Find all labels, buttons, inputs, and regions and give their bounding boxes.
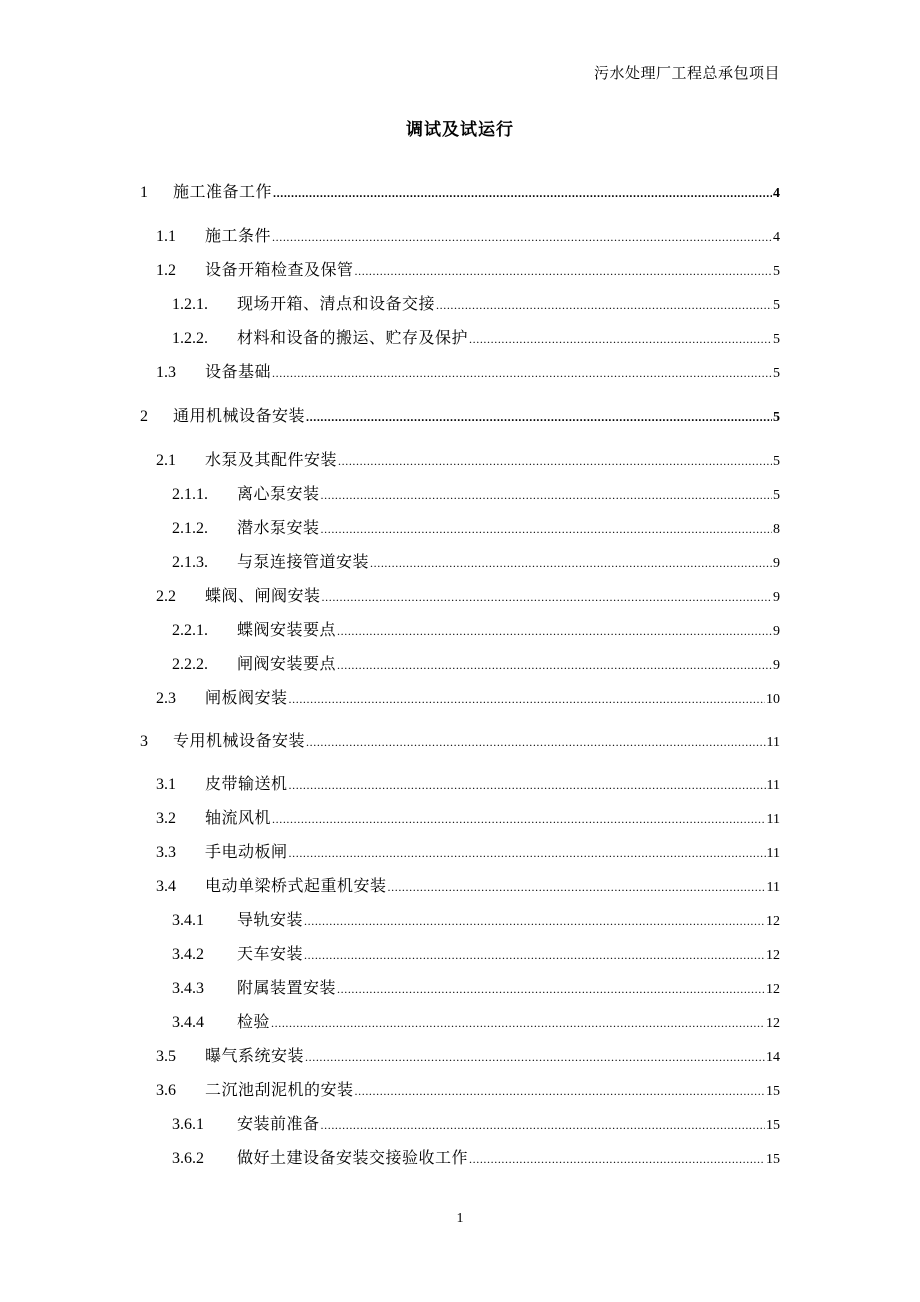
toc-dot-leader xyxy=(337,654,772,676)
running-header: 污水处理厂工程总承包项目 xyxy=(593,66,780,82)
toc-entry-title: 材料和设备的搬运、贮存及保护 xyxy=(237,330,469,347)
toc-entry-number: 1.2.1. xyxy=(172,296,208,313)
toc-dot-leader xyxy=(305,1046,765,1068)
toc-entry[interactable] xyxy=(172,484,780,506)
toc-dot-leader xyxy=(304,944,765,966)
toc-entry-title: 检验 xyxy=(237,1014,271,1031)
toc-entry-number: 3.4.4 xyxy=(172,1014,204,1031)
toc-entry-number: 3.2 xyxy=(156,810,176,827)
toc-entry[interactable] xyxy=(156,226,780,248)
toc-entry-page: 5 xyxy=(773,298,780,313)
toc-dot-leader xyxy=(469,328,772,350)
toc-entry-title: 曝气系统安装 xyxy=(205,1048,305,1065)
toc-entry-title: 闸板阀安装 xyxy=(205,690,288,707)
toc-dot-leader xyxy=(436,294,772,316)
toc-entry-number: 2.1.1. xyxy=(172,486,208,503)
toc-entry-page: 5 xyxy=(773,332,780,347)
toc-entry-page: 5 xyxy=(773,488,780,503)
page-number: 1 xyxy=(456,1211,464,1226)
toc-entry-number: 3.5 xyxy=(156,1048,176,1065)
toc-entry-title: 施工准备工作 xyxy=(173,184,273,201)
toc-dot-leader xyxy=(273,182,772,204)
toc-entry[interactable] xyxy=(156,774,780,796)
toc-entry-page: 11 xyxy=(766,778,780,793)
toc-dot-leader xyxy=(322,586,772,608)
toc-entry-number: 1.2 xyxy=(156,262,176,279)
toc-dot-leader xyxy=(272,808,766,830)
toc-entry[interactable] xyxy=(140,731,780,753)
toc-entry-number: 3 xyxy=(140,733,148,750)
toc-entry-number: 3.6 xyxy=(156,1082,176,1099)
toc-entry[interactable] xyxy=(156,1046,780,1068)
toc-entry-number: 1.1 xyxy=(156,228,176,245)
toc-entry-number: 2.1.3. xyxy=(172,554,208,571)
toc-entry-title: 与泵连接管道安装 xyxy=(237,554,370,571)
toc-entry-number: 3.1 xyxy=(156,776,176,793)
toc-entry[interactable] xyxy=(172,518,780,540)
toc-entry-number: 3.3 xyxy=(156,844,176,861)
toc-entry-number: 2.1 xyxy=(156,452,176,469)
toc-entry-page: 12 xyxy=(766,1016,780,1031)
toc-entry[interactable] xyxy=(172,328,780,350)
toc-entry-title: 施工条件 xyxy=(205,228,272,245)
toc-entry-page: 12 xyxy=(766,948,780,963)
toc-entry-page: 11 xyxy=(766,880,780,895)
toc-entry-title: 离心泵安装 xyxy=(237,486,320,503)
toc-entry-title: 安装前准备 xyxy=(237,1116,320,1133)
toc-entry-number: 3.4.3 xyxy=(172,980,204,997)
toc-entry-page: 5 xyxy=(773,410,780,425)
toc-entry-title: 蝶阀、闸阀安装 xyxy=(205,588,321,605)
toc-entry[interactable] xyxy=(172,654,780,676)
toc-entry[interactable] xyxy=(140,406,780,428)
toc-entry[interactable] xyxy=(156,450,780,472)
toc-entry-number: 2.1.2. xyxy=(172,520,208,537)
toc-entry-title: 设备基础 xyxy=(205,364,272,381)
toc-entry-title: 轴流风机 xyxy=(205,810,272,827)
toc-entry-page: 15 xyxy=(766,1084,780,1099)
toc-entry-title: 导轨安装 xyxy=(237,912,304,929)
toc-entry-title: 皮带输送机 xyxy=(205,776,288,793)
toc-entry-page: 5 xyxy=(773,366,780,381)
toc-entry-number: 3.4.2 xyxy=(172,946,204,963)
toc-entry-number: 2 xyxy=(140,408,148,425)
toc-dot-leader xyxy=(306,731,766,753)
toc-entry-page: 15 xyxy=(766,1152,780,1167)
toc-entry-number: 3.4 xyxy=(156,878,176,895)
toc-entry-title: 闸阀安装要点 xyxy=(237,656,337,673)
toc-entry-page: 9 xyxy=(773,658,780,673)
toc-entry-title: 做好土建设备安装交接验收工作 xyxy=(237,1150,469,1167)
toc-entry[interactable] xyxy=(156,1080,780,1102)
document-title: 调试及试运行 xyxy=(406,120,514,139)
toc-entry-number: 2.3 xyxy=(156,690,176,707)
toc-entry-title: 蝶阀安装要点 xyxy=(237,622,337,639)
toc-dot-leader xyxy=(304,910,765,932)
toc-entry[interactable] xyxy=(172,1012,780,1034)
toc-entry-title: 通用机械设备安装 xyxy=(173,408,306,425)
toc-entry-page: 9 xyxy=(773,556,780,571)
toc-entry-number: 3.6.1 xyxy=(172,1116,204,1133)
toc-entry[interactable] xyxy=(172,978,780,1000)
toc-entry-title: 设备开箱检查及保管 xyxy=(205,262,354,279)
toc-dot-leader xyxy=(370,552,772,574)
toc-dot-leader xyxy=(289,774,766,796)
toc-entry[interactable] xyxy=(156,688,780,710)
toc-dot-leader xyxy=(306,406,772,428)
toc-entry-page: 12 xyxy=(766,982,780,997)
toc-entry[interactable] xyxy=(172,1148,780,1170)
toc-dot-leader xyxy=(388,876,766,898)
toc-entry[interactable] xyxy=(172,944,780,966)
toc-entry-page: 14 xyxy=(766,1050,780,1065)
toc-entry-page: 11 xyxy=(766,846,780,861)
toc-dot-leader xyxy=(272,226,772,248)
toc-entry[interactable] xyxy=(156,260,780,282)
toc-entry-page: 5 xyxy=(773,454,780,469)
toc-entry-number: 1.2.2. xyxy=(172,330,208,347)
toc-entry[interactable] xyxy=(156,808,780,830)
toc-entry[interactable] xyxy=(156,842,780,864)
toc-entry-number: 1.3 xyxy=(156,364,176,381)
toc-entry-title: 潜水泵安装 xyxy=(237,520,320,537)
toc-entry[interactable] xyxy=(140,182,780,204)
toc-entry[interactable] xyxy=(172,1114,780,1136)
toc-entry-page: 12 xyxy=(766,914,780,929)
toc-entry[interactable] xyxy=(172,294,780,316)
toc-dot-leader xyxy=(355,1080,765,1102)
toc-dot-leader xyxy=(338,450,772,472)
toc-entry-title: 手电动板闸 xyxy=(205,844,288,861)
toc-entry[interactable] xyxy=(156,586,780,608)
toc-entry-title: 电动单梁桥式起重机安装 xyxy=(205,878,387,895)
toc-dot-leader xyxy=(321,484,772,506)
toc-entry-title: 天车安装 xyxy=(237,946,304,963)
toc-dot-leader xyxy=(272,362,772,384)
toc-dot-leader xyxy=(355,260,772,282)
toc-entry[interactable] xyxy=(172,552,780,574)
toc-entry-page: 11 xyxy=(766,735,780,750)
toc-entry[interactable] xyxy=(172,910,780,932)
toc-entry-number: 3.4.1 xyxy=(172,912,204,929)
toc-entry[interactable] xyxy=(156,362,780,384)
toc-dot-leader xyxy=(289,688,765,710)
toc-entry-title: 现场开箱、清点和设备交接 xyxy=(237,296,436,313)
toc-entry-number: 2.2.2. xyxy=(172,656,208,673)
toc-entry-title: 水泵及其配件安装 xyxy=(205,452,338,469)
toc-dot-leader xyxy=(289,842,766,864)
toc-dot-leader xyxy=(337,620,772,642)
toc-dot-leader xyxy=(271,1012,765,1034)
toc-entry-title: 附属装置安装 xyxy=(237,980,337,997)
toc-entry[interactable] xyxy=(156,876,780,898)
toc-entry-title: 二沉池刮泥机的安装 xyxy=(205,1082,354,1099)
toc-entry-page: 9 xyxy=(773,590,780,605)
toc-entry-page: 11 xyxy=(766,812,780,827)
toc-entry-number: 1 xyxy=(140,184,148,201)
toc-dot-leader xyxy=(469,1148,765,1170)
toc-entry-page: 9 xyxy=(773,624,780,639)
toc-dot-leader xyxy=(337,978,765,1000)
toc-entry-page: 5 xyxy=(773,264,780,279)
toc-entry-page: 4 xyxy=(773,186,780,201)
toc-dot-leader xyxy=(321,518,772,540)
toc-entry-number: 2.2.1. xyxy=(172,622,208,639)
toc-entry-number: 3.6.2 xyxy=(172,1150,204,1167)
toc-dot-leader xyxy=(321,1114,765,1136)
toc-entry-page: 4 xyxy=(773,230,780,245)
toc-entry[interactable] xyxy=(172,620,780,642)
toc-entry-number: 2.2 xyxy=(156,588,176,605)
toc-entry-title: 专用机械设备安装 xyxy=(173,733,306,750)
toc-entry-page: 15 xyxy=(766,1118,780,1133)
toc-entry-page: 8 xyxy=(773,522,780,537)
toc-entry-page: 10 xyxy=(766,692,780,707)
